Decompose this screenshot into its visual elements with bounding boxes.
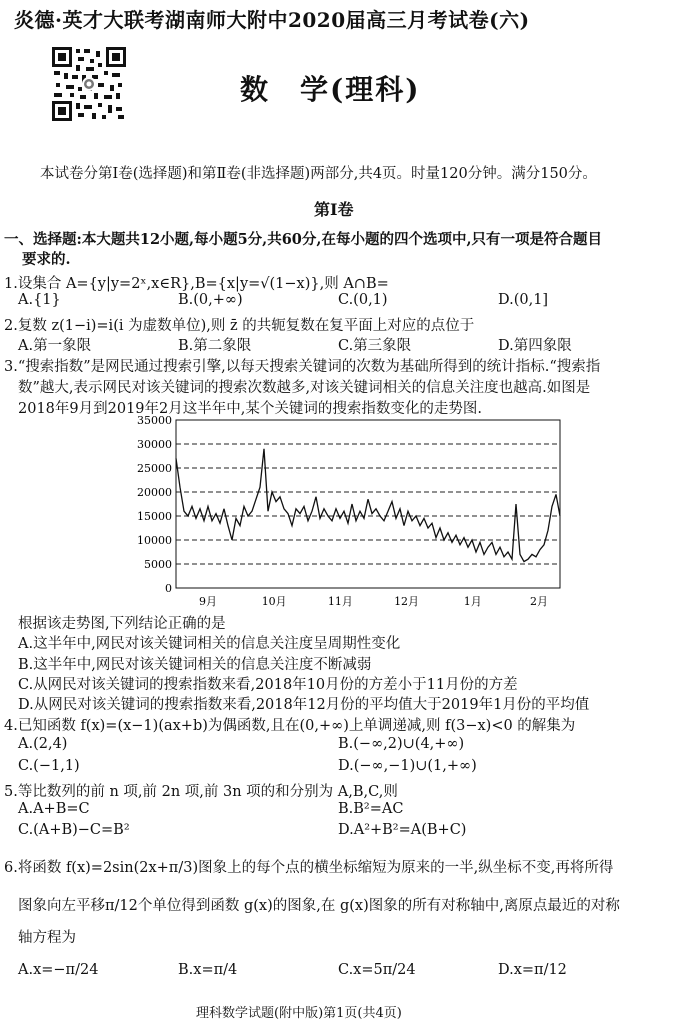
question-3-stem-line3: 2018年9月到2019年2月这半年中,某个关键词的搜索指数变化的走势图. — [18, 401, 482, 417]
q2-option-d: D.第四象限 — [498, 338, 572, 354]
q3-option-a: A.这半年中,网民对该关键词相关的信息关注度呈周期性变化 — [18, 636, 401, 652]
q3-option-c: C.从网民对该关键词的搜索指数来看,2018年10月份的方差小于11月份的方差 — [18, 677, 518, 693]
subject-title: 数 学(理科) — [240, 73, 421, 106]
chart-y-tick-label: 15000 — [137, 510, 172, 523]
question-2-stem: 2.复数 z(1−i)=i(i 为虚数单位),则 z̄ 的共轭复数在复平面上对应的点位于 — [4, 318, 475, 334]
q4-option-a: A.(2,4) — [18, 736, 68, 752]
q4-option-b: B.(−∞,2)∪(4,+∞) — [338, 736, 465, 752]
q5-option-d: D.A²+B²=A(B+C) — [338, 822, 467, 838]
question-5-stem: 5.等比数列的前 n 项,前 2n 项,前 3n 项的和分别为 A,B,C,则 — [4, 784, 398, 800]
chart-y-tick-label: 0 — [165, 582, 172, 595]
question-3-stem-line1: 3.“搜索指数”是网民通过搜索引擎,以每天搜索关键词的次数为基础所得到的统计指标.“搜索指 — [4, 359, 601, 375]
chart-plot-frame — [176, 420, 560, 588]
question-3-lead: 根据该走势图,下列结论正确的是 — [18, 616, 226, 632]
q5-option-b: B.B²=AC — [338, 801, 404, 817]
q3-option-b: B.这半年中,网民对该关键词相关的信息关注度不断减弱 — [18, 657, 372, 673]
chart-x-tick-label: 1月 — [463, 595, 482, 608]
q6-option-a: A.x=−π/24 — [18, 962, 99, 978]
q6-option-b: B.x=π/4 — [178, 962, 238, 978]
chart-x-tick-labels — [199, 595, 548, 608]
chart-x-tick-label: 12月 — [394, 595, 420, 608]
question-6-stem-line1: 6.将函数 f(x)=2sin(2x+π/3)图象上的每个点的横坐标缩短为原来的一半,纵坐标不变,再将所得 — [4, 860, 614, 876]
q1-option-d: D.(0,1] — [498, 292, 549, 308]
q6-option-c: C.x=5π/24 — [338, 962, 416, 978]
question-4-stem: 4.已知函数 f(x)=(x−1)(ax+b)为偶函数,且在(0,+∞)上单调递减,则 f(3−x)<0 的解集为 — [4, 718, 576, 734]
chart-y-tick-labels — [137, 414, 172, 595]
question-6-stem-line2: 图象向左平移π/12个单位得到函数 g(x)的图象,在 g(x)图象的所有对称轴中,离原点最近的对称 — [18, 898, 620, 914]
q4-option-d: D.(−∞,−1)∪(1,+∞) — [338, 758, 477, 774]
exam-title: 炎德·英才大联考湖南师大附中2020届高三月考试卷(六) — [14, 8, 530, 32]
q5-option-c: C.(A+B)−C=B² — [18, 822, 130, 838]
question-6-stem-line3: 轴方程为 — [18, 930, 76, 946]
chart-y-tick-label: 10000 — [137, 534, 172, 547]
chart-x-tick-label: 2月 — [529, 595, 548, 608]
chart-y-tick-label: 5000 — [144, 558, 172, 571]
section-title: 一、选择题:本大题共12小题,每小题5分,共60分,在每小题的四个选项中,只有一项是符合题目 — [4, 231, 602, 248]
q1-option-c: C.(0,1) — [338, 292, 388, 308]
q2-option-a: A.第一象限 — [18, 338, 92, 354]
search-index-chart — [120, 414, 580, 612]
question-3-stem-line2: 数”越大,表示网民对该关键词的搜索次数越多,对该关键词相关的信息关注度也越高.如图是 — [18, 380, 591, 396]
q4-option-c: C.(−1,1) — [18, 758, 80, 774]
q5-option-a: A.A+B=C — [18, 801, 90, 817]
page-footer: 理科数学试题(附中版)第1页(共4页) — [196, 1006, 402, 1021]
chart-x-tick-label: 10月 — [261, 595, 287, 608]
chart-y-tick-label: 20000 — [137, 486, 172, 499]
chart-series-line — [176, 449, 560, 562]
q2-option-b: B.第二象限 — [178, 338, 252, 354]
chart-y-tick-label: 30000 — [137, 438, 172, 451]
chart-grid — [176, 444, 560, 564]
q1-option-b: B.(0,+∞) — [178, 292, 243, 308]
intro-text: 本试卷分第Ⅰ卷(选择题)和第Ⅱ卷(非选择题)两部分,共4页。时量120分钟。满分150分。 — [40, 166, 597, 182]
section-title-cont: 要求的. — [22, 251, 71, 268]
q2-option-c: C.第三象限 — [338, 338, 412, 354]
chart-y-tick-label: 25000 — [137, 462, 172, 475]
question-1-stem: 1.设集合 A={y|y=2ˣ,x∈R},B={x|y=√(1−x)},则 A∩B= — [4, 276, 389, 292]
volume-title: 第Ⅰ卷 — [314, 200, 354, 219]
chart-x-tick-label: 9月 — [199, 595, 217, 608]
chart-y-tick-label: 35000 — [137, 414, 172, 427]
chart-x-tick-label: 11月 — [327, 595, 353, 608]
q1-option-a: A.{1} — [18, 292, 61, 308]
q3-option-d: D.从网民对该关键词的搜索指数来看,2018年12月份的平均值大于2019年1月份的平均值 — [18, 697, 590, 713]
q6-option-d: D.x=π/12 — [498, 962, 567, 978]
qr-code — [52, 47, 126, 121]
